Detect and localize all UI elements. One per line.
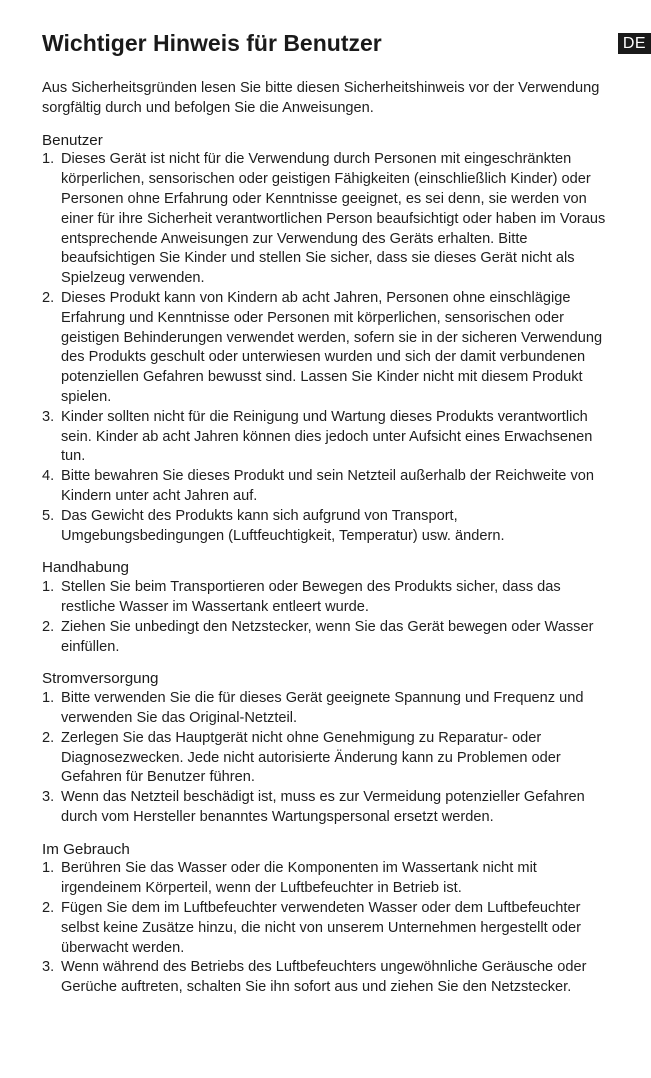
- intro-paragraph: Aus Sicherheitsgründen lesen Sie bitte diesen Sicherheitshinweis vor der Verwendung sorgfältig durch und befolgen Sie die Anweisungen.: [42, 80, 600, 116]
- item-number: 2.: [42, 900, 55, 917]
- list-item: [42, 578, 612, 618]
- numbered-list: [42, 689, 612, 828]
- item-text: Bitte verwenden Sie die für dieses Gerät geeignete Spannung und Frequenz und verwenden Sie das Original-Netzteil.: [61, 690, 584, 726]
- list-item: [42, 729, 612, 788]
- item-number: 2.: [42, 289, 55, 306]
- item-number: 1.: [42, 579, 55, 596]
- list-item: [42, 689, 612, 729]
- list-item: [42, 467, 612, 507]
- list-item: [42, 958, 612, 998]
- list-item: [42, 507, 612, 547]
- section-heading: Stromversorgung: [42, 670, 159, 688]
- document-body: [42, 79, 612, 1010]
- item-text: Dieses Produkt kann von Kindern ab acht Jahren, Personen ohne einschlägige Erfahrung und Kenntnisse oder Personen mit körperlichen, sensorischen oder geistigen Behinderungen verwendet werden, sofern sie in der sicheren Verwendung des Produkts geschult oder unterwiesen wurden und sich der damit verbundenen potenziellen Gefahren bewusst sind. Lassen Sie Kinder nicht mit diesem Produkt spielen.: [61, 289, 603, 405]
- section-heading: Handhabung: [42, 559, 129, 577]
- item-text: Dieses Gerät ist nicht für die Verwendung durch Personen mit eingeschränkten körperlichen, sensorischen oder geistigen Fähigkeiten (einschließlich Kinder) oder Personen ohne Erfahrung oder Kenntnisse geeignet, es sei denn, sie werden von einer für ihre Sicherheit verantwortlichen Person beaufsichtigt oder haben im Voraus entsprechende Anweisungen zur Verwendung des Geräts erhalten. Bitte beaufsichtigen Sie Kinder und stellen Sie sicher, dass sie dieses Gerät nicht als Spielzeug verwenden.: [61, 151, 606, 287]
- list-item: [42, 150, 612, 289]
- page-title: Wichtiger Hinweis für Benutzer: [42, 30, 382, 56]
- item-number: 3.: [42, 408, 55, 425]
- item-number: 1.: [42, 690, 55, 707]
- item-text: Zerlegen Sie das Hauptgerät nicht ohne Genehmigung zu Reparatur- oder Diagnosezwecken. Jede nicht autorisierte Änderung kann zu Problemen oder Gefahren für Benutzer führen.: [61, 729, 561, 786]
- item-text: Berühren Sie das Wasser oder die Komponenten im Wassertank nicht mit irgendeinem Körperteil, wenn der Luftbefeuchter in Betrieb ist.: [61, 860, 537, 897]
- item-text: Das Gewicht des Produkts kann sich aufgrund von Transport, Umgebungsbedingungen (Luftfeuchtigkeit, Temperatur) usw. ändern.: [61, 507, 505, 544]
- item-text: Bitte bewahren Sie dieses Produkt und sein Netzteil außerhalb der Reichweite von Kindern unter acht Jahren auf.: [61, 468, 594, 504]
- item-number: 2.: [42, 729, 55, 746]
- numbered-list: [42, 150, 612, 546]
- item-number: 3.: [42, 959, 55, 976]
- list-item: [42, 408, 612, 467]
- item-number: 1.: [42, 860, 55, 877]
- section-stromversorgung: [42, 669, 612, 827]
- section-heading: Im Gebrauch: [42, 840, 130, 858]
- section-handhabung: [42, 558, 612, 657]
- item-number: 3.: [42, 789, 55, 806]
- item-text: Kinder sollten nicht für die Reinigung und Wartung dieses Produkts verantwortlich sein. Kinder ab acht Jahren können dies jedoch unter Aufsicht eines Erwachsenen tun.: [61, 408, 593, 465]
- item-text: Fügen Sie dem im Luftbefeuchter verwendeten Wasser oder dem Luftbefeuchter selbst keine Zusätze hinzu, die nicht von unserem Unternehmen hergestellt oder überwacht werden.: [61, 900, 581, 956]
- section-heading: Benutzer: [42, 131, 103, 149]
- item-text: Ziehen Sie unbedingt den Netzstecker, wenn Sie das Gerät bewegen oder Wasser einfüllen.: [61, 618, 594, 655]
- section-im-gebrauch: [42, 840, 612, 998]
- list-item: [42, 289, 612, 408]
- item-text: Wenn das Netzteil beschädigt ist, muss es zur Vermeidung potenzieller Gefahren durch vom Hersteller benanntes Wartungspersonal ersetzt werden.: [61, 789, 585, 825]
- numbered-list: [42, 578, 612, 657]
- item-number: 4.: [42, 468, 55, 485]
- item-text: Wenn während des Betriebs des Luftbefeuchters ungewöhnliche Geräusche oder Gerüche auftreten, schalten Sie ihn sofort aus und ziehen Sie den Netzstecker.: [61, 959, 587, 996]
- numbered-list: [42, 859, 612, 998]
- item-number: 1.: [42, 151, 55, 168]
- item-number: 2.: [42, 618, 55, 635]
- list-item: [42, 788, 612, 828]
- section-benutzer: [42, 131, 612, 547]
- language-badge: DE: [618, 33, 651, 54]
- list-item: [42, 618, 612, 658]
- list-item: [42, 859, 612, 899]
- list-item: [42, 899, 612, 958]
- item-text: Stellen Sie beim Transportieren oder Bewegen des Produkts sicher, dass das restliche Wasser im Wassertank entleert wurde.: [61, 579, 561, 615]
- item-number: 5.: [42, 507, 55, 524]
